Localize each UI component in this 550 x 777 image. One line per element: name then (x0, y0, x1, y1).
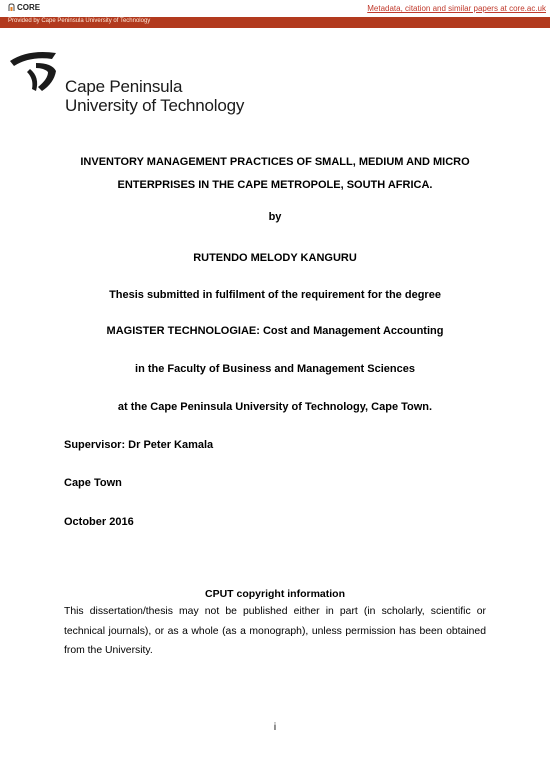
cput-emblem-icon (8, 47, 68, 107)
provided-by-text[interactable]: Provided by Cape Peninsula University of Technology (8, 18, 151, 24)
degree-name: MAGISTER TECHNOLOGIAE: Cost and Management Accounting (106, 325, 444, 337)
supervisor: Supervisor: Dr Peter Kamala (64, 439, 214, 451)
thesis-statement: Thesis submitted in fulfilment of the requirement for the degree (109, 289, 441, 301)
core-label: CORE (17, 3, 41, 12)
page-number: i (273, 722, 277, 733)
copyright-line2: technical journals), or as a whole (as a monograph), unless permission has been obtained (64, 625, 486, 637)
date: October 2016 (64, 516, 134, 528)
title-line1: INVENTORY MANAGEMENT PRACTICES OF SMALL, MEDIUM AND MICRO (80, 156, 470, 168)
copyright-notice (64, 602, 486, 661)
core-icon (8, 3, 15, 12)
author-name: RUTENDO MELODY KANGURU (193, 252, 357, 264)
university-name: at the Cape Peninsula University of Technology, Cape Town. (117, 401, 433, 413)
logo-text-line1: Cape Peninsula (65, 77, 183, 96)
place: Cape Town (64, 477, 122, 489)
copyright-heading: CPUT copyright information (205, 588, 345, 600)
provided-by-bar (0, 17, 550, 28)
logo-text-line2: University of Technology (65, 96, 245, 115)
metadata-link[interactable]: Metadata, citation and similar papers at core.ac.uk (367, 4, 546, 13)
faculty-name: in the Faculty of Business and Management Sciences (135, 363, 415, 375)
core-header-bar (0, 0, 550, 17)
by-label: by (268, 211, 282, 223)
cput-logo (8, 47, 245, 119)
title-line2: ENTERPRISES IN THE CAPE METROPOLE, SOUTH AFRICA. (117, 179, 433, 191)
copyright-line3: from the University. (64, 645, 153, 656)
copyright-line1: This dissertation/thesis may not be published either in part (in scholarly, scientific or (64, 606, 486, 617)
core-logo[interactable] (8, 3, 40, 12)
